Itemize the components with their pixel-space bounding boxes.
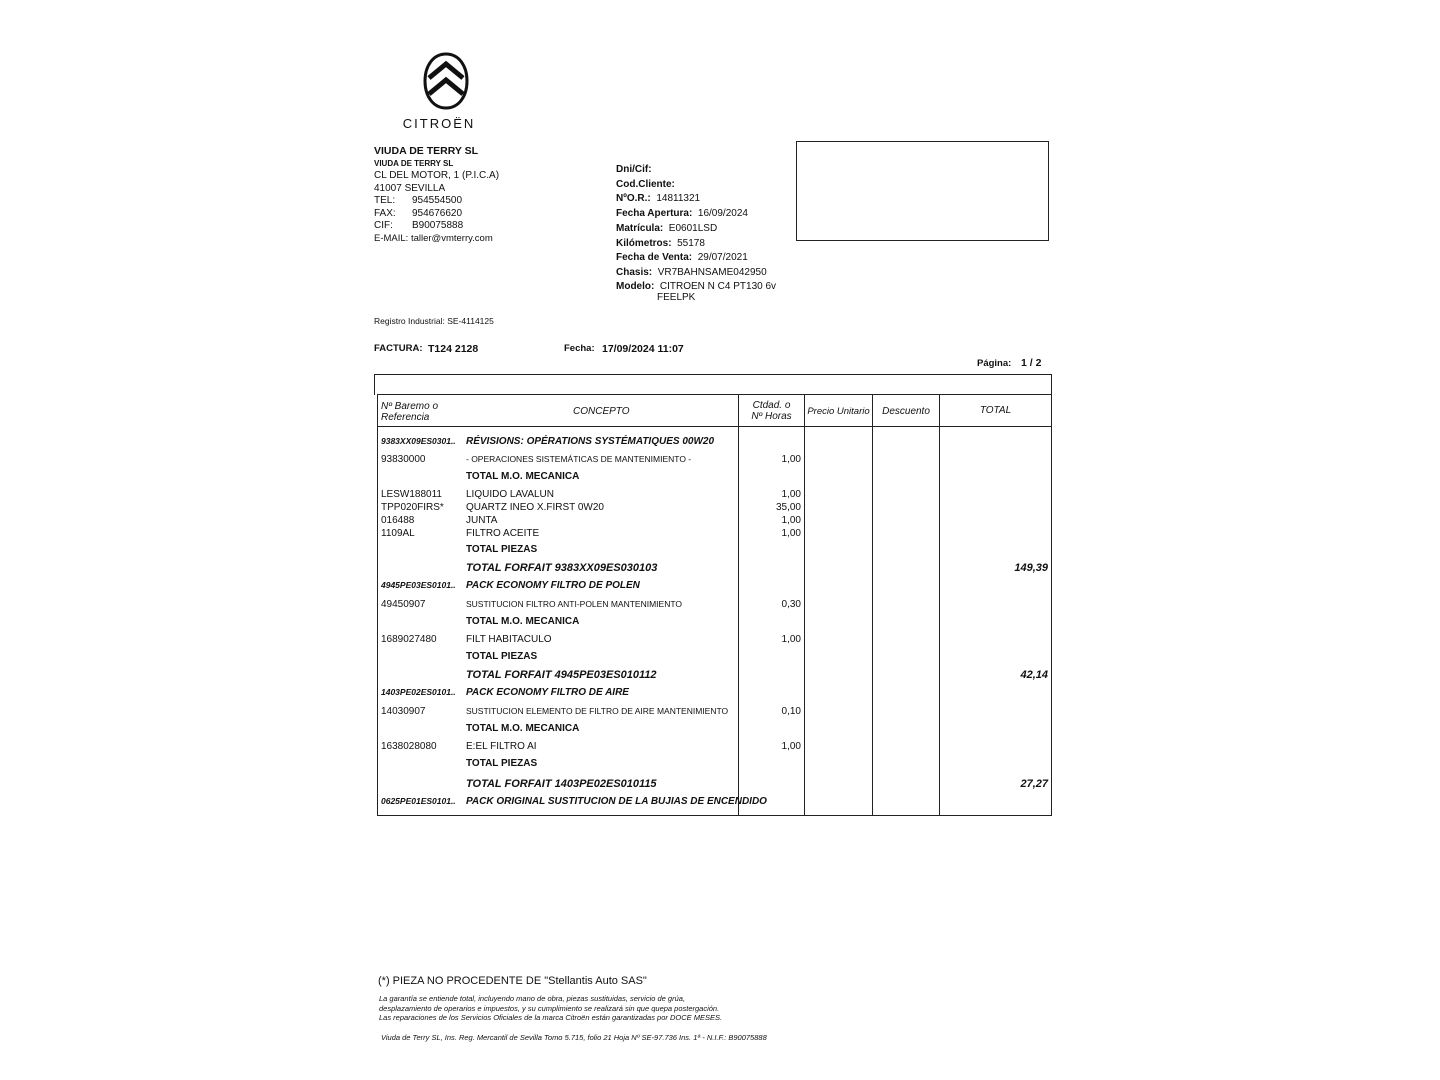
client-address-box bbox=[796, 141, 1049, 241]
matricula-line: Matrícula: E0601LSD bbox=[616, 222, 718, 234]
row-concepto: SUSTITUCION FILTRO ANTI-POLEN MANTENIMIENTO bbox=[466, 599, 682, 609]
table-row bbox=[378, 454, 1051, 467]
table-row bbox=[378, 634, 1051, 647]
row-concepto: TOTAL M.O. MECANICA bbox=[466, 471, 580, 482]
row-concepto: FILTRO ACEITE bbox=[466, 528, 540, 539]
row-concepto: TOTAL PIEZAS bbox=[466, 544, 538, 555]
invoice-table bbox=[377, 394, 1052, 816]
company-email: E-MAIL: taller@vmterry.com bbox=[374, 232, 493, 244]
row-concepto: PACK ECONOMY FILTRO DE AIRE bbox=[466, 687, 629, 698]
brand-name: CITROËN bbox=[402, 116, 476, 131]
table-row bbox=[378, 706, 1051, 719]
pagina-label: Página: bbox=[977, 358, 1012, 369]
apertura-line: Fecha Apertura: 16/09/2024 bbox=[616, 208, 748, 220]
row-ref: 4945PE03ES0101.. bbox=[381, 580, 456, 590]
vehicle-block bbox=[616, 163, 776, 303]
table-row bbox=[378, 796, 1051, 809]
row-qty: 1,00 bbox=[781, 515, 801, 526]
table-row bbox=[378, 502, 1051, 515]
table-row bbox=[378, 528, 1051, 541]
row-concepto: PACK ECONOMY FILTRO DE POLEN bbox=[466, 580, 640, 591]
row-qty: 1,00 bbox=[781, 634, 801, 645]
row-ref: 93830000 bbox=[381, 454, 426, 465]
header-ref: Nº Baremo o Referencia bbox=[381, 401, 439, 423]
table-row bbox=[378, 562, 1051, 575]
header-total: TOTAL bbox=[979, 405, 1012, 416]
registro-industrial: Registro Industrial: SE-4114125 bbox=[374, 316, 494, 326]
fecha-value: 17/09/2024 11:07 bbox=[602, 343, 684, 355]
row-concepto: RÉVISIONS: OPÉRATIONS SYSTÉMATIQUES 00W20 bbox=[466, 436, 715, 447]
row-ref: 1109AL bbox=[381, 528, 415, 539]
km-line: Kilómetros: 55178 bbox=[616, 237, 705, 249]
table-row bbox=[378, 599, 1051, 612]
modelo-line2: FEELPK bbox=[657, 291, 696, 303]
row-concepto: JUNTA bbox=[466, 515, 498, 526]
cliente-line: Cod.Cliente: bbox=[616, 178, 675, 190]
table-row bbox=[378, 515, 1051, 528]
citroen-chevron-icon bbox=[423, 52, 469, 110]
row-ref: 0625PE01ES0101.. bbox=[381, 796, 456, 806]
table-row bbox=[378, 651, 1051, 664]
header-divider bbox=[378, 426, 1051, 427]
row-qty: 0,30 bbox=[781, 599, 801, 610]
row-concepto: - OPERACIONES SISTEMÁTICAS DE MANTENIMIENTO - bbox=[466, 454, 692, 464]
row-ref: 14030907 bbox=[381, 706, 426, 717]
table-row bbox=[378, 778, 1051, 791]
row-concepto: TOTAL M.O. MECANICA bbox=[466, 616, 580, 627]
row-total: 149,39 bbox=[1014, 562, 1048, 574]
table-row bbox=[378, 471, 1051, 484]
dni-line: Dni/Cif: bbox=[616, 164, 652, 175]
footer-garantia: La garantía se entiende total, incluyendo mano de obra, piezas sustituidas, servicio de grúa, desplazamiento de operarios e impuestos, y su cumplimiento se realizará sin que quepa postergación. Las reparaciones de los Servicios Oficiales de la marca Citroën están garantizadas por DOCE MESES. bbox=[379, 994, 723, 1022]
row-ref: 1689027480 bbox=[381, 634, 437, 645]
row-concepto: TOTAL PIEZAS bbox=[466, 651, 538, 662]
footer-registro: Viuda de Terry SL, Ins. Reg. Mercantil de Sevilla Tomo 5.715, folio 21 Hoja Nº SE-97.736 Ins. 1ª - N.I.F.: B90075888 bbox=[381, 1033, 767, 1042]
table-row bbox=[378, 758, 1051, 771]
row-concepto: PACK ORIGINAL SUSTITUCION DE LA BUJIAS DE ENCENDIDO bbox=[466, 796, 767, 807]
modelo-line: Modelo: CITROEN N C4 PT130 6v bbox=[616, 280, 777, 292]
company-fax: FAX: 954676620 bbox=[374, 207, 463, 219]
row-ref: 1403PE02ES0101.. bbox=[381, 687, 456, 697]
row-qty: 1,00 bbox=[781, 454, 801, 465]
row-concepto: TOTAL FORFAIT 4945PE03ES010112 bbox=[466, 669, 657, 681]
row-concepto: TOTAL M.O. MECANICA bbox=[466, 723, 580, 734]
row-qty: 1,00 bbox=[781, 741, 801, 752]
pagina-value: 1 / 2 bbox=[1021, 357, 1042, 369]
factura-label: FACTURA: bbox=[374, 343, 423, 354]
row-concepto: E:EL FILTRO AI bbox=[466, 741, 537, 752]
table-row bbox=[378, 544, 1051, 557]
factura-number: T124 2128 bbox=[428, 343, 479, 355]
table-row bbox=[378, 616, 1051, 629]
header-descuento: Descuento bbox=[882, 406, 930, 417]
table-row bbox=[378, 687, 1051, 700]
row-concepto: TOTAL FORFAIT 9383XX09ES030103 bbox=[466, 562, 658, 574]
row-qty: 1,00 bbox=[781, 489, 801, 500]
row-concepto: TOTAL PIEZAS bbox=[466, 758, 538, 769]
company-name-small: VIUDA DE TERRY SL bbox=[374, 158, 454, 168]
or-line: NºO.R.: 14811321 bbox=[616, 193, 701, 205]
row-ref: 016488 bbox=[381, 515, 415, 526]
row-total: 42,14 bbox=[1020, 669, 1048, 681]
chasis-line: Chasis: VR7BAHNSAME042950 bbox=[616, 266, 767, 278]
table-row bbox=[378, 669, 1051, 682]
company-address1: CL DEL MOTOR, 1 (P.I.C.A) bbox=[374, 170, 500, 181]
row-concepto: LIQUIDO LAVALUN bbox=[466, 489, 554, 500]
row-ref: 1638028080 bbox=[381, 741, 437, 752]
table-row bbox=[378, 489, 1051, 502]
row-qty: 0,10 bbox=[781, 706, 801, 717]
header-concepto: CONCEPTO bbox=[573, 406, 630, 417]
row-concepto: FILT HABITACULO bbox=[466, 634, 552, 645]
row-qty: 35,00 bbox=[775, 502, 801, 513]
row-concepto: SUSTITUCION ELEMENTO DE FILTRO DE AIRE MANTENIMIENTO bbox=[466, 706, 729, 716]
row-concepto: QUARTZ INEO X.FIRST 0W20 bbox=[466, 502, 604, 513]
row-total: 27,27 bbox=[1020, 778, 1048, 790]
footer-note: (*) PIEZA NO PROCEDENTE DE "Stellantis Auto SAS" bbox=[378, 975, 647, 987]
company-block bbox=[374, 145, 499, 245]
row-concepto: TOTAL FORFAIT 1403PE02ES010115 bbox=[466, 778, 657, 790]
table-row bbox=[378, 580, 1051, 593]
row-ref: 9383XX09ES0301.. bbox=[381, 436, 456, 446]
table-row bbox=[378, 723, 1051, 736]
company-tel: TEL: 954554500 bbox=[374, 195, 463, 206]
company-address2: 41007 SEVILLA bbox=[374, 182, 446, 194]
row-ref: LESW188011 bbox=[381, 489, 442, 500]
header-precio: Precio Unitario bbox=[807, 406, 870, 417]
table-row bbox=[378, 741, 1051, 754]
row-ref: 49450907 bbox=[381, 599, 426, 610]
table-top-strip bbox=[374, 374, 1052, 395]
company-cif: CIF: B90075888 bbox=[374, 220, 464, 231]
header-qty: Ctdad. o Nº Horas bbox=[751, 400, 792, 422]
row-qty: 1,00 bbox=[781, 528, 801, 539]
venta-line: Fecha de Venta: 29/07/2021 bbox=[616, 252, 748, 264]
row-ref: TPP020FIRS* bbox=[381, 502, 444, 513]
table-row bbox=[378, 436, 1051, 449]
company-name: VIUDA DE TERRY SL bbox=[374, 145, 479, 157]
fecha-label: Fecha: bbox=[564, 343, 595, 354]
